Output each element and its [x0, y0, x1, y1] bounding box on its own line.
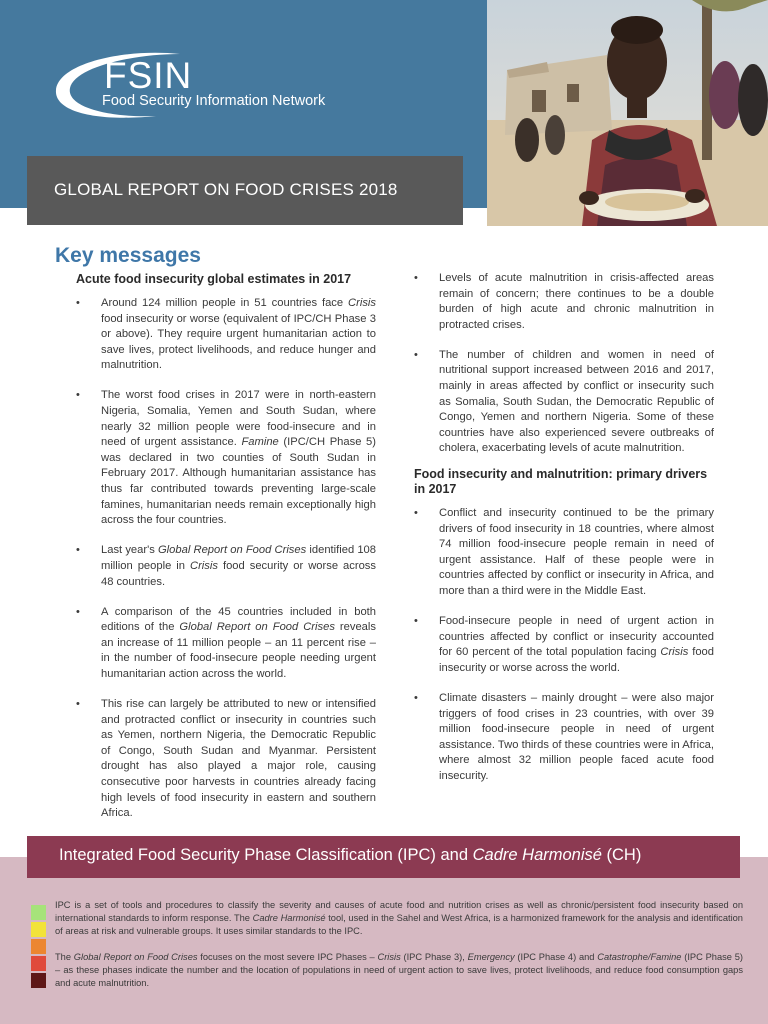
cover-photo [487, 0, 768, 226]
phase-swatch-3 [31, 939, 46, 954]
bullet-item: • Climate disasters – mainly drought – were also major triggers of food crises in 23 countries, with over 39 million food-insecure people in need of urgent assistance. Two thirds of these countries were in Africa, where almost 32 million people faced acute food insecurity. [414, 691, 714, 785]
bullet-item: • A comparison of the 45 countries included in both editions of the Global Report on Food Crises reveals an increase of 11 million people – an 11 percent rise – in the number of food-insecure people needing urgent humanitarian action across the world. [76, 605, 376, 683]
ipc-paragraph-1: IPC is a set of tools and procedures to classify the severity and causes of acute food and nutrition crises as well as chronic/persistent food insecurity based on international standards to inform response. The Cadre Harmonisé tool, used in the Sahel and West Africa, is a harmonized framework for the analysis and identification of areas at risk and vulnerable groups. It uses similar standards to the IPC. [55, 900, 743, 936]
bullet-item: • Conflict and insecurity continued to be the primary drivers of food insecurity in 18 countries, where almost 74 million food-insecure people remain in need of urgent assistance. Half of these people were in countries affected by conflict or insecurity in Africa, and more than a third were in the Middle East. [414, 506, 714, 600]
logo-name: FSIN [104, 55, 193, 96]
bullet-item: • Last year's Global Report on Food Crises identified 108 million people in Crisis food security or worse across 48 countries. [76, 543, 376, 590]
phase-swatch-2 [31, 922, 46, 937]
ipc-title: Integrated Food Security Phase Classification (IPC) and Cadre Harmonisé (CH) [59, 846, 642, 864]
phase-swatch-1 [31, 905, 46, 920]
ipc-panel [0, 857, 768, 1024]
phase-swatch-4 [31, 956, 46, 971]
key-messages-heading: Key messages [55, 244, 201, 267]
logo-tagline: Food Security Information Network [102, 93, 326, 109]
bullet-item: • This rise can largely be attributed to new or intensified and protracted conflict or insecurity in countries such as Yemen, northern Nigeria, the Democratic Republic of Congo, South Sudan and Myanmar. Persistent drought has also played a major role, causing consecutive poor harvests in countries already facing high levels of food insecurity in eastern and southern Africa. [76, 697, 376, 822]
right-bullet-list-top [414, 271, 714, 457]
phase-swatch-5 [31, 973, 46, 988]
fsin-logo [52, 50, 342, 125]
ipc-phase-swatches [31, 905, 46, 990]
ipc-banner [27, 836, 740, 878]
bullet-item: • Food-insecure people in need of urgent action in countries affected by conflict or insecurity accounted for 60 percent of the total population facing Crisis food insecurity or worse across the world. [414, 614, 714, 676]
right-column [414, 271, 714, 799]
bullet-item: • Levels of acute malnutrition in crisis-affected areas remain of concern; there continues to be a double burden of high acute and chronic malnutrition in protracted crises. [414, 271, 714, 333]
left-column [76, 272, 376, 836]
bullet-item: • Around 124 million people in 51 countries face Crisis food insecurity or worse (equivalent of IPC/CH Phase 3 or above). They require urgent humanitarian action to save lives, protect livelihoods, and reduce hunger and malnutrition. [76, 296, 376, 374]
left-bullet-list [76, 296, 376, 822]
report-title-box [27, 156, 463, 225]
child-photo-illustration [487, 0, 768, 226]
ipc-paragraph-2: The Global Report on Food Crises focuses on the most severe IPC Phases – Crisis (IPC Phase 3), Emergency (IPC Phase 4) and Catastrophe/Famine (IPC Phase 5) – as these phases indicate the number and the location of populations in need of urgent action to save lives, protect livelihoods, and reduce food consumption gaps and acute malnutrition. [55, 952, 743, 988]
bullet-item: • The number of children and women in need of nutritional support increased between 2016 and 2017, mainly in areas affected by conflict or insecurity such as Somalia, South Sudan, the Democratic Republic of Congo, Yemen and northern Nigeria. Some of these countries have also experienced severe outbreaks of cholera, exacerbating levels of acute malnutrition. [414, 348, 714, 457]
left-subheading: Acute food insecurity global estimates in 2017 [76, 272, 352, 286]
bullet-item: • The worst food crises in 2017 were in north-eastern Nigeria, Somalia, Yemen and South Sudan, where nearly 32 million people were food-insecure and in need of urgent assistance. Famine (IPC/CH Phase 5) was declared in two counties of South Sudan in February 2017. Although humanitarian assistance has thus far contributed towards preventing large-scale famines, humanitarian needs remain exceptionally high across the four countries. [76, 388, 376, 528]
right-subheading: Food insecurity and malnutrition: primary drivers in 2017 [414, 467, 708, 497]
report-title: GLOBAL REPORT ON FOOD CRISES 2018 [54, 180, 398, 199]
right-bullet-list-bottom [414, 506, 714, 785]
